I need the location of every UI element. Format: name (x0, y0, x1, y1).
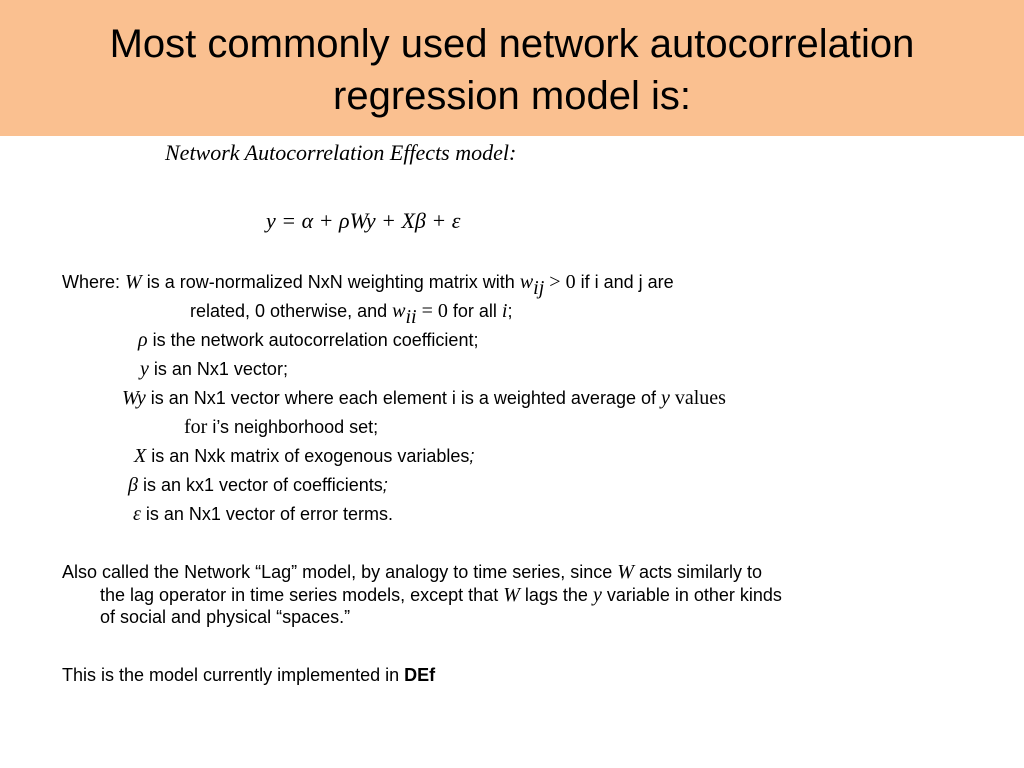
w-text-1: is a row-normalized NxN weighting matrix with (141, 272, 520, 292)
also-line2-text-2: lags the (519, 585, 593, 605)
w-text-2: if i and j are (575, 272, 674, 292)
x-text: is an Nxk matrix of exogenous variables (146, 446, 470, 466)
slide-title-line-1: Most commonly used network autocorrelation (109, 22, 915, 66)
wy-values: values (669, 387, 726, 409)
w-line2-text-2: for all (447, 301, 502, 321)
wy-y-var: y (660, 387, 670, 409)
def-beta (128, 474, 388, 497)
also-line-3: of social and physical “spaces.” (100, 607, 351, 627)
where-line-2 (190, 300, 513, 328)
def-rho (138, 329, 478, 352)
model-subtitle: Network Autocorrelation Effects model: (165, 140, 517, 165)
def-wy-line-2 (184, 416, 378, 439)
also-line-2 (100, 584, 782, 607)
i-var: i (501, 300, 508, 322)
wy-text: is an Nx1 vector where each element i is a weighted average of (145, 388, 661, 408)
wii-eq-zero: = 0 (416, 300, 448, 322)
wij-subscript: ij (533, 277, 545, 299)
implemented-text: This is the model currently implemented in (62, 665, 405, 685)
def-wy (122, 387, 726, 410)
x-symbol: X (134, 445, 147, 467)
implemented-line (62, 665, 435, 686)
wy-for: for (184, 416, 208, 438)
slide-title (0, 18, 1024, 122)
also-text-2: acts similarly to (633, 562, 762, 582)
also-line2-w: W (503, 584, 520, 606)
wij-var: w (519, 271, 534, 293)
y-text: is an Nx1 vector; (148, 359, 288, 379)
y-symbol: y (140, 358, 149, 380)
where-semicolon: ; (507, 301, 513, 321)
also-line-1 (62, 561, 762, 584)
def-y (140, 358, 288, 381)
also-line2-y: y (592, 584, 602, 606)
wii-var: w (392, 300, 406, 322)
def-x (134, 445, 474, 468)
slide-title-line-2: regression model is: (333, 74, 691, 118)
also-line2-text-3: variable in other kinds (601, 585, 782, 605)
epsilon-text: is an Nx1 vector of error terms. (140, 504, 393, 524)
where-line-1 (62, 271, 674, 299)
model-formula: y = α + ρWy + Xβ + ε (266, 208, 461, 233)
wy-line2-text: i’s neighborhood set; (207, 417, 379, 437)
also-text-1: Also called the Network “Lag” model, by analogy to time series, since (62, 562, 618, 582)
wy-symbol: Wy (122, 387, 146, 409)
rho-symbol: ρ (138, 329, 148, 351)
beta-symbol: β (128, 474, 138, 496)
w-line2-text: related, 0 otherwise, and (190, 301, 393, 321)
implemented-def: DEf (404, 665, 436, 685)
beta-text: is an kx1 vector of coefficients (137, 475, 383, 495)
x-end: ; (469, 446, 475, 466)
w-symbol: W (125, 271, 142, 293)
rho-text: is the network autocorrelation coefficient; (147, 330, 479, 350)
epsilon-symbol: ε (133, 503, 141, 525)
beta-end: ; (382, 475, 388, 495)
also-w: W (617, 561, 634, 583)
wij-gt-zero: > 0 (544, 271, 576, 293)
def-epsilon (133, 503, 393, 526)
wii-subscript: ii (405, 306, 417, 328)
also-line2-text-1: the lag operator in time series models, except that (100, 585, 504, 605)
where-lead: Where: (62, 272, 126, 292)
